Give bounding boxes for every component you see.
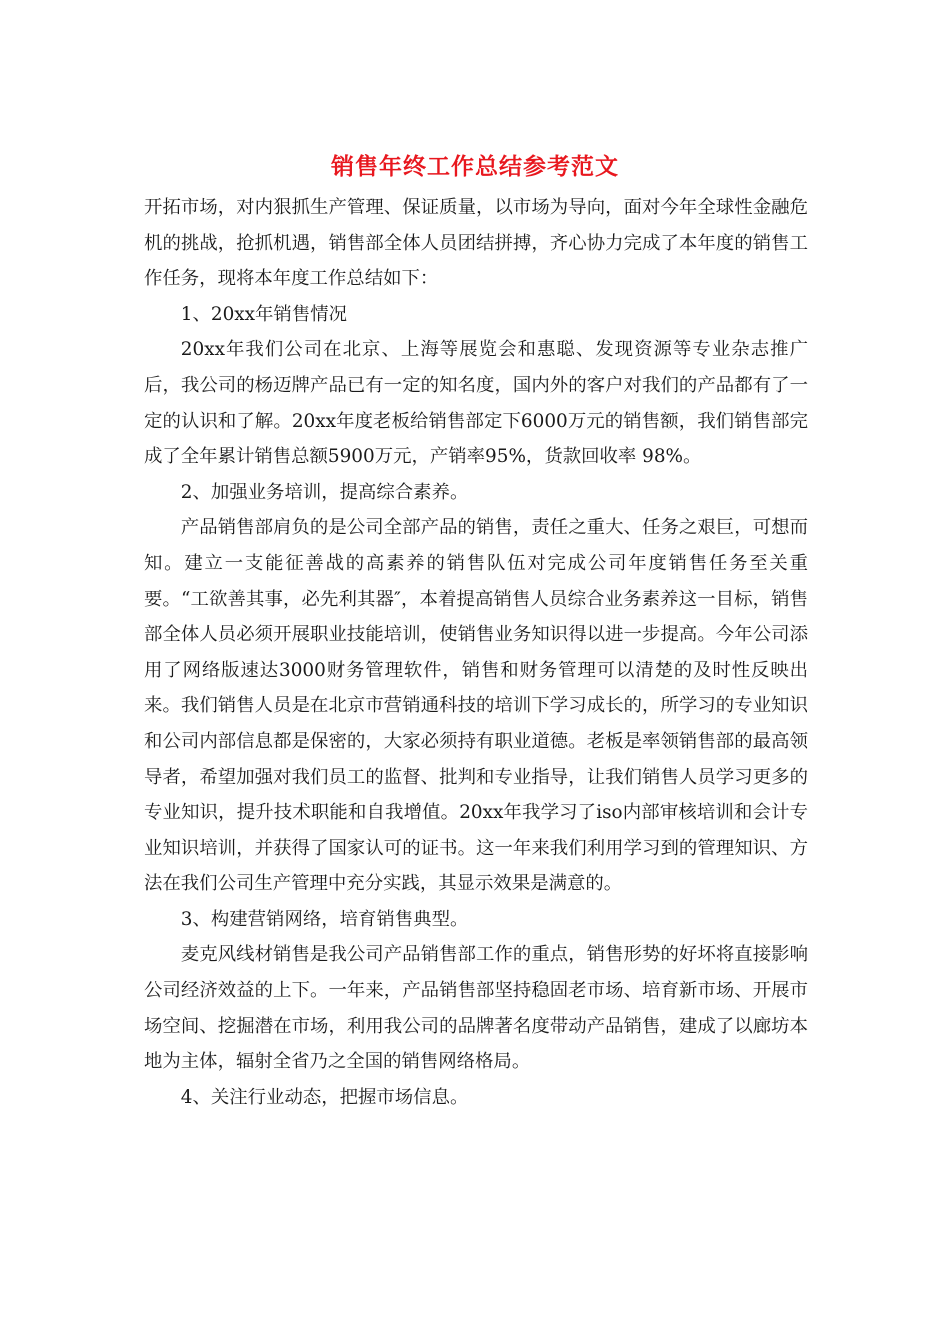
section-heading-4: 4、关注行业动态，把握市场信息。 (180, 1086, 469, 1108)
section-heading-3: 3、构建营销网络，培育销售典型。 (180, 908, 469, 930)
section-paragraph-2: 产品销售部肩负的是公司全部产品的销售，责任之重大、任务之艰巨，可想而知。建立一支能征善战的高素养的销售队伍对完成公司年度销售任务至关重要。“工欲善其事，必先利其器″，本着提高销售人员综合业务素养这一目标，销售部全体人员必须开展职业技能培训，使销售业务知识得以进一步提高。今年公司添用了网络版速达3000财务管理软件，销售和财务管理可以清楚的及时性反映出来。我们销售人员是在北京市营销通科技的培训下学习成长的，所学习的专业知识和公司内部信息都是保密的，大家必须持有职业道德。老板是率领销售部的最高领导者，希望加强对我们员工的监督、批判和专业指导，让我们销售人员学习更多的专业知识，提升技术职能和自我增值。20xx年我学习了iso内部审核培训和会计专业知识培训，并获得了国家认可的证书。这一年来我们利用学习到的管理知识、方法在我们公司生产管理中充分实践，其显示效果是满意的。 (144, 517, 808, 895)
document-title: 销售年终工作总结参考范文 (331, 153, 619, 180)
intro-paragraph: 开拓市场，对内狠抓生产管理、保证质量，以市场为导向，面对今年全球性金融危机的挑战，抢抓机遇，销售部全体人员团结拼搏，齐心协力完成了本年度的销售工作任务，现将本年度工作总结如下： (144, 197, 808, 290)
document-body (144, 190, 808, 1115)
section-heading-2: 2、加强业务培训，提高综合素养。 (180, 481, 469, 503)
section-paragraph-3: 麦克风线材销售是我公司产品销售部工作的重点，销售形势的好坏将直接影响公司经济效益的上下。一年来，产品销售部坚持稳固老市场、培育新市场、开展市场空间、挖掘潜在市场，利用我公司的品牌著名度带动产品销售，建成了以廊坊本地为主体，辐射全省乃之全国的销售网络格局。 (144, 944, 808, 1073)
section-paragraph-1: 20xx年我们公司在北京、上海等展览会和惠聪、发现资源等专业杂志推广后，我公司的杨迈牌产品已有一定的知名度，国内外的客户对我们的产品都有了一定的认识和了解。20xx年度老板给销售部定下6000万元的销售额，我们销售部完成了全年累计销售总额5900万元，产销率95%，货款回收率 98%。 (144, 339, 808, 468)
section-heading-1: 1、20xx年销售情况 (180, 303, 347, 325)
